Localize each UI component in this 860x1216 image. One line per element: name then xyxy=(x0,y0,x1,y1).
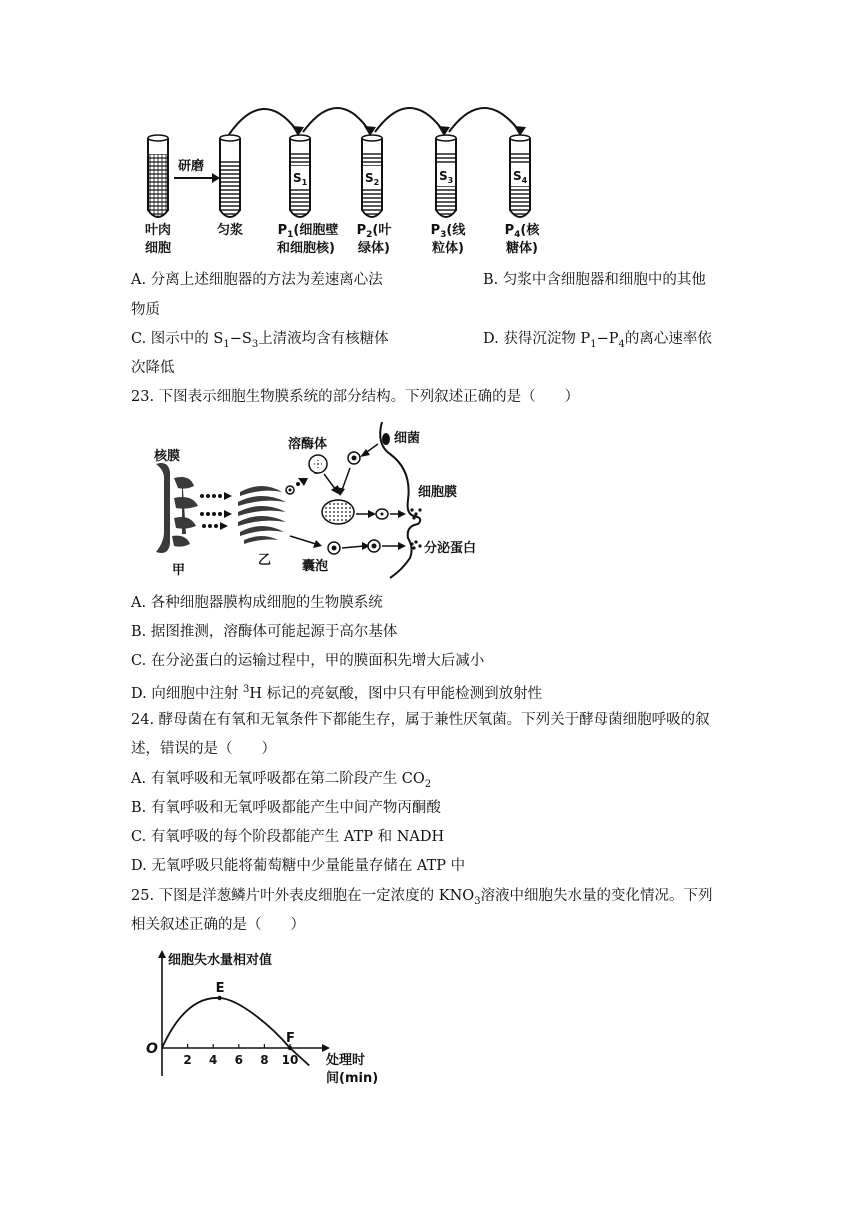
bacterium-shape xyxy=(382,433,390,445)
label-p2: $P_2$(叶 xyxy=(356,223,392,240)
q22-option-b: B. 匀浆中含细胞器和细胞中的其他 xyxy=(483,272,706,288)
tube-leaf-cells xyxy=(148,135,168,217)
q23-option-c: C. 在分泌蛋白的运输过程中，甲的膜面积先增大后减小 xyxy=(131,653,485,669)
supernatant-label-s2: $S_2$ xyxy=(365,171,380,187)
annotation-F: F xyxy=(286,1031,295,1046)
q24-stem-2: 述，错误的是（ ） xyxy=(131,741,276,757)
y-axis-arrow xyxy=(158,950,166,958)
water-loss-chart xyxy=(130,948,390,1098)
x-axis-arrow xyxy=(322,1044,330,1052)
point-F xyxy=(288,1046,292,1050)
label-p3: $P_3$(线 xyxy=(430,223,466,240)
q25-stem-2: 相关叙述正确的是（ ） xyxy=(131,917,305,933)
label-p1-2: 和细胞核) xyxy=(277,241,335,256)
supernatant-label-s4: $S_4$ xyxy=(513,169,528,185)
q23-option-d: D. 向细胞中注射 $^3$H 标记的亮氨酸，图中只有甲能检测到放射性 xyxy=(131,684,543,702)
label-lysosome: 溶酶体 xyxy=(288,437,328,452)
q22-option-d: D. 获得沉淀物 $P_1-P_4$的离心速率依 xyxy=(483,331,712,350)
point-E xyxy=(217,996,221,1000)
x-tick-label-10: 10 xyxy=(281,1053,299,1067)
golgi-shape xyxy=(238,486,286,544)
q22-option-c: C. 图示中的 $S_1-S_3$上清液均含有核糖体 xyxy=(131,331,389,350)
membrane-system-figure xyxy=(128,414,498,586)
origin-label: O xyxy=(146,1041,158,1057)
label-cell-membrane: 细胞膜 xyxy=(418,485,458,500)
autolysosome-shape xyxy=(322,500,354,524)
supernatant-label-s3: $S_3$ xyxy=(439,169,454,185)
label-secretory-protein: 分泌蛋白 xyxy=(424,541,477,556)
label-yi: 乙 xyxy=(258,553,272,568)
q22-option-a: A. 分离上述细胞器的方法为差速离心法 xyxy=(131,272,383,288)
q23-option-a: A. 各种细胞器膜构成细胞的生物膜系统 xyxy=(131,595,383,611)
q23-option-b: B. 据图推测，溶酶体可能起源于高尔基体 xyxy=(131,624,398,640)
y-axis-label: 细胞失水量相对值 xyxy=(168,953,273,968)
q24-option-b: B. 有氧呼吸和无氧呼吸都能产生中间产物丙酮酸 xyxy=(131,800,441,816)
label-homogenate: 匀浆 xyxy=(216,223,244,238)
x-tick-label-2: 2 xyxy=(183,1053,192,1067)
x-axis-label-line1: 处理时 xyxy=(326,1053,366,1068)
arc-arrow-1 xyxy=(228,109,298,136)
endoplasmic-reticulum-shape xyxy=(156,463,198,553)
tube-homogenate xyxy=(220,135,240,217)
q24-option-a: A. 有氧呼吸和无氧呼吸都在第二阶段产生 $CO_2$ xyxy=(131,771,432,790)
supernatant-label-s1: $S_1$ xyxy=(293,171,308,187)
label-p1: $P_1$(细胞壁 xyxy=(277,223,339,240)
q22-option-b-cont: 物质 xyxy=(131,302,160,318)
label-bacteria: 细菌 xyxy=(394,431,421,446)
arc-arrow-2 xyxy=(303,108,370,132)
grind-label: 研磨 xyxy=(178,159,205,174)
q24-option-c: C. 有氧呼吸的每个阶段都能产生 ATP 和 NADH xyxy=(131,829,445,845)
q25-stem-1: 25. 下图是洋葱鳞片叶外表皮细胞在一定浓度的 $KNO_3$溶液中细胞失水量的变化情况。下列 xyxy=(131,888,713,907)
label-vesicle: 囊泡 xyxy=(302,559,329,574)
label-p4-2: 糖体) xyxy=(506,241,538,256)
label-leaf-cell: 叶肉 xyxy=(144,223,172,238)
label-p2-2: 绿体) xyxy=(358,241,390,256)
label-p3-2: 粒体) xyxy=(432,241,464,256)
q22-option-d-cont: 次降低 xyxy=(131,360,175,376)
x-tick-label-6: 6 xyxy=(234,1053,243,1067)
x-tick-label-4: 4 xyxy=(209,1053,218,1067)
x-tick-label-8: 8 xyxy=(260,1053,269,1067)
q23-stem: 23. 下图表示细胞生物膜系统的部分结构。下列叙述正确的是（ ） xyxy=(131,389,580,405)
label-leaf-cell-2: 细胞 xyxy=(144,241,172,256)
label-jia: 甲 xyxy=(172,563,186,578)
label-nuclear-membrane: 核膜 xyxy=(154,449,181,464)
annotation-E: E xyxy=(215,981,225,996)
arc-arrow-4 xyxy=(449,108,520,132)
q24-stem-1: 24. 酵母菌在有氧和无氧条件下都能生存，属于兼性厌氧菌。下列关于酵母菌细胞呼吸的叙 xyxy=(131,712,710,728)
x-axis-label-line2: 间(min) xyxy=(326,1071,379,1086)
centrifugation-figure xyxy=(128,92,548,262)
q24-option-d: D. 无氧呼吸只能将葡萄糖中少量能量存储在 ATP 中 xyxy=(131,858,466,874)
label-p4: $P_4$(核 xyxy=(504,223,540,240)
arc-arrow-3 xyxy=(375,108,444,132)
